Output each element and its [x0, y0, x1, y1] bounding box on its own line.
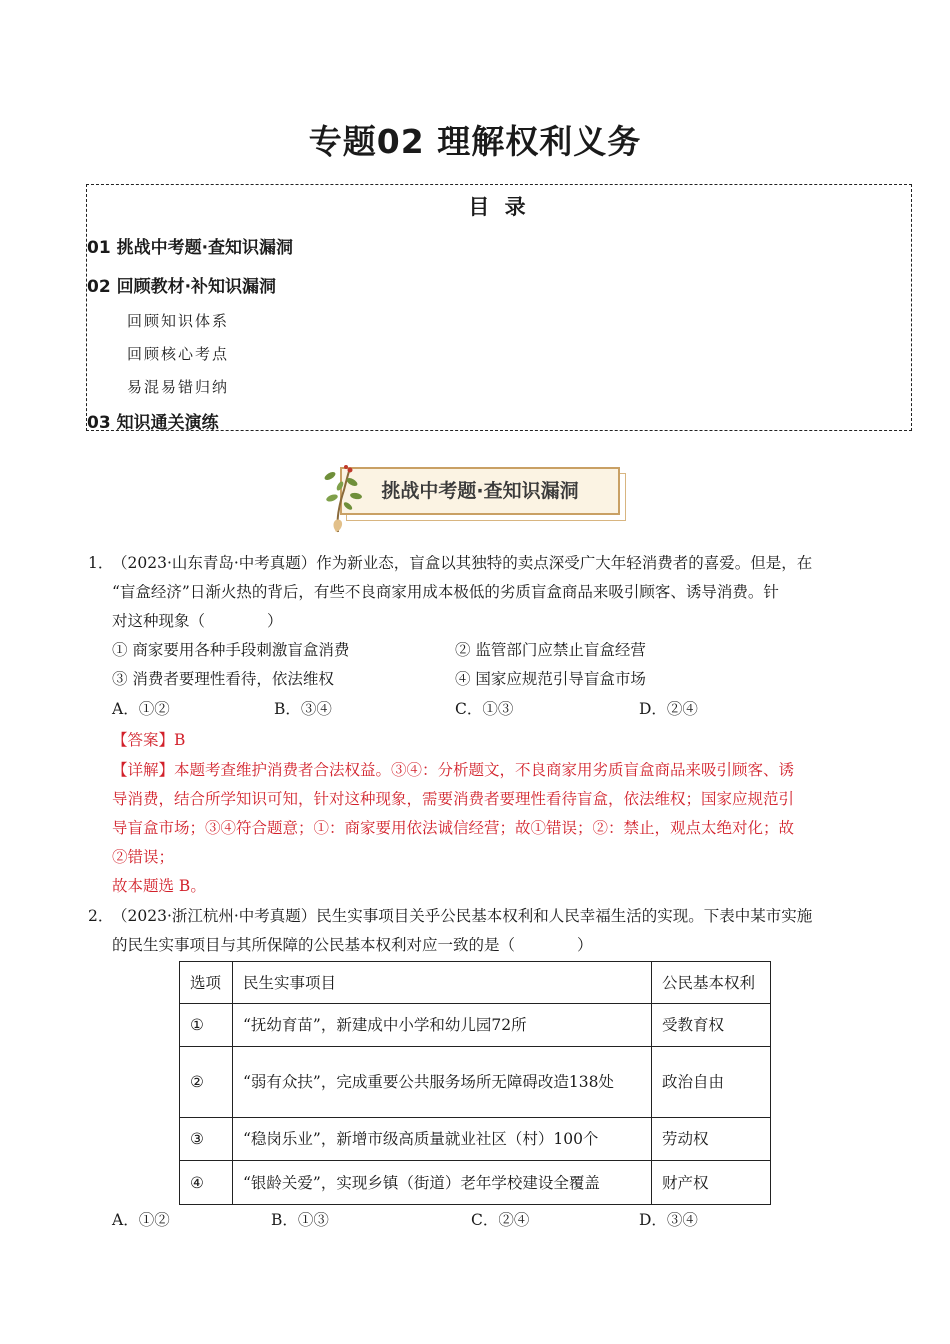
ginseng-leaf-icon	[318, 462, 368, 534]
question-1-line-3: 对这种现象（ ）	[112, 612, 283, 630]
question-1-detail-4: ②错误；	[112, 848, 175, 866]
question-2-choice-c[interactable]: C．②④	[471, 1211, 530, 1229]
question-1-choice-a[interactable]: A．①②	[112, 700, 170, 718]
question-2-choice-b[interactable]: B．①③	[271, 1211, 329, 1229]
question-1-detail-5: 故本题选 B。	[112, 877, 206, 895]
table-header-cell: 公民基本权利	[652, 962, 771, 1004]
table-cell: ③	[180, 1118, 233, 1161]
question-1-number: 1．	[88, 554, 114, 572]
table-cell: 财产权	[652, 1161, 771, 1205]
question-1-detail-3: 导盲盒市场；③④符合题意；①：商家要用依法诚信经营；故①错误；②：禁止，观点太绝对化；故	[112, 819, 795, 837]
toc-item-01[interactable]: 01 挑战中考题·查知识漏洞	[87, 238, 294, 258]
question-1-statement-2: ② 监管部门应禁止盲盒经营	[455, 641, 646, 659]
question-1-answer: 【答案】B	[112, 731, 186, 749]
section-banner	[318, 462, 628, 532]
question-1-line-2: “盲盒经济”日渐火热的背后，有些不良商家用成本极低的劣质盲盒商品来吸引顾客、诱导消费。针	[112, 583, 779, 601]
table-row	[180, 1047, 771, 1118]
question-1-choice-d[interactable]: D．②④	[639, 700, 698, 718]
table-row	[180, 1004, 771, 1047]
toc-item-03[interactable]: 03 知识通关演练	[87, 413, 219, 433]
toc-subitem-knowledge-system[interactable]: 回顾知识体系	[127, 312, 230, 330]
table-row	[180, 1161, 771, 1205]
question-1-statement-1: ① 商家要用各种手段刺激盲盒消费	[112, 641, 350, 659]
question-1-choice-c[interactable]: C．①③	[455, 700, 514, 718]
table-header-cell: 民生实事项目	[233, 962, 652, 1004]
table-header-cell: 选项	[180, 962, 233, 1004]
question-1-statement-3: ③ 消费者要理性看待，依法维权	[112, 670, 334, 688]
question-2-line-2: 的民生实事项目与其所保障的公民基本权利对应一致的是（ ）	[112, 936, 593, 954]
question-1-statement-4: ④ 国家应规范引导盲盒市场	[455, 670, 646, 688]
table-cell: “抚幼育苗”，新建成中小学和幼儿园72所	[233, 1004, 652, 1047]
table-cell: ①	[180, 1004, 233, 1047]
table-row	[180, 1118, 771, 1161]
question-1-detail-1: 【详解】本题考查维护消费者合法权益。③④：分析题文，不良商家用劣质盲盒商品来吸引顾客、诱	[112, 761, 795, 779]
options-table	[179, 961, 771, 1205]
page-title: 专题02 理解权利义务	[308, 122, 642, 161]
table-header-row	[180, 962, 771, 1004]
table-of-contents	[86, 184, 912, 431]
question-2-line-1: （2023·浙江杭州·中考真题）民生实事项目关乎公民基本权利和人民幸福生活的实现。下表中某市实施	[112, 907, 813, 925]
question-1-choice-b[interactable]: B．③④	[274, 700, 332, 718]
table-cell: 劳动权	[652, 1118, 771, 1161]
question-2-choice-d[interactable]: D．③④	[639, 1211, 698, 1229]
question-2-number: 2．	[88, 907, 114, 925]
toc-subitem-confusions[interactable]: 易混易错归纳	[127, 378, 230, 396]
table-cell: “稳岗乐业”，新增市级高质量就业社区（村）100个	[233, 1118, 652, 1161]
table-cell: 政治自由	[652, 1047, 771, 1118]
table-cell: ④	[180, 1161, 233, 1205]
toc-item-02[interactable]: 02 回顾教材·补知识漏洞	[87, 277, 277, 297]
toc-heading: 目 录	[468, 195, 530, 219]
table-cell: 受教育权	[652, 1004, 771, 1047]
question-1-detail-2: 导消费，结合所学知识可知，针对这种现象，需要消费者要理性看待盲盒，依法维权；国家应规范引	[112, 790, 795, 808]
table-cell: “银龄关爱”，实现乡镇（街道）老年学校建设全覆盖	[233, 1161, 652, 1205]
question-1-line-1: （2023·山东青岛·中考真题）作为新业态，盲盒以其独特的卖点深受广大年轻消费者的喜爱。但是，在	[112, 554, 813, 572]
toc-subitem-core-points[interactable]: 回顾核心考点	[127, 345, 230, 363]
banner-label: 挑战中考题·查知识漏洞	[381, 480, 579, 502]
table-cell: ②	[180, 1047, 233, 1118]
table-cell: “弱有众扶”，完成重要公共服务场所无障碍改造138处	[233, 1047, 652, 1118]
question-2-choice-a[interactable]: A．①②	[112, 1211, 170, 1229]
